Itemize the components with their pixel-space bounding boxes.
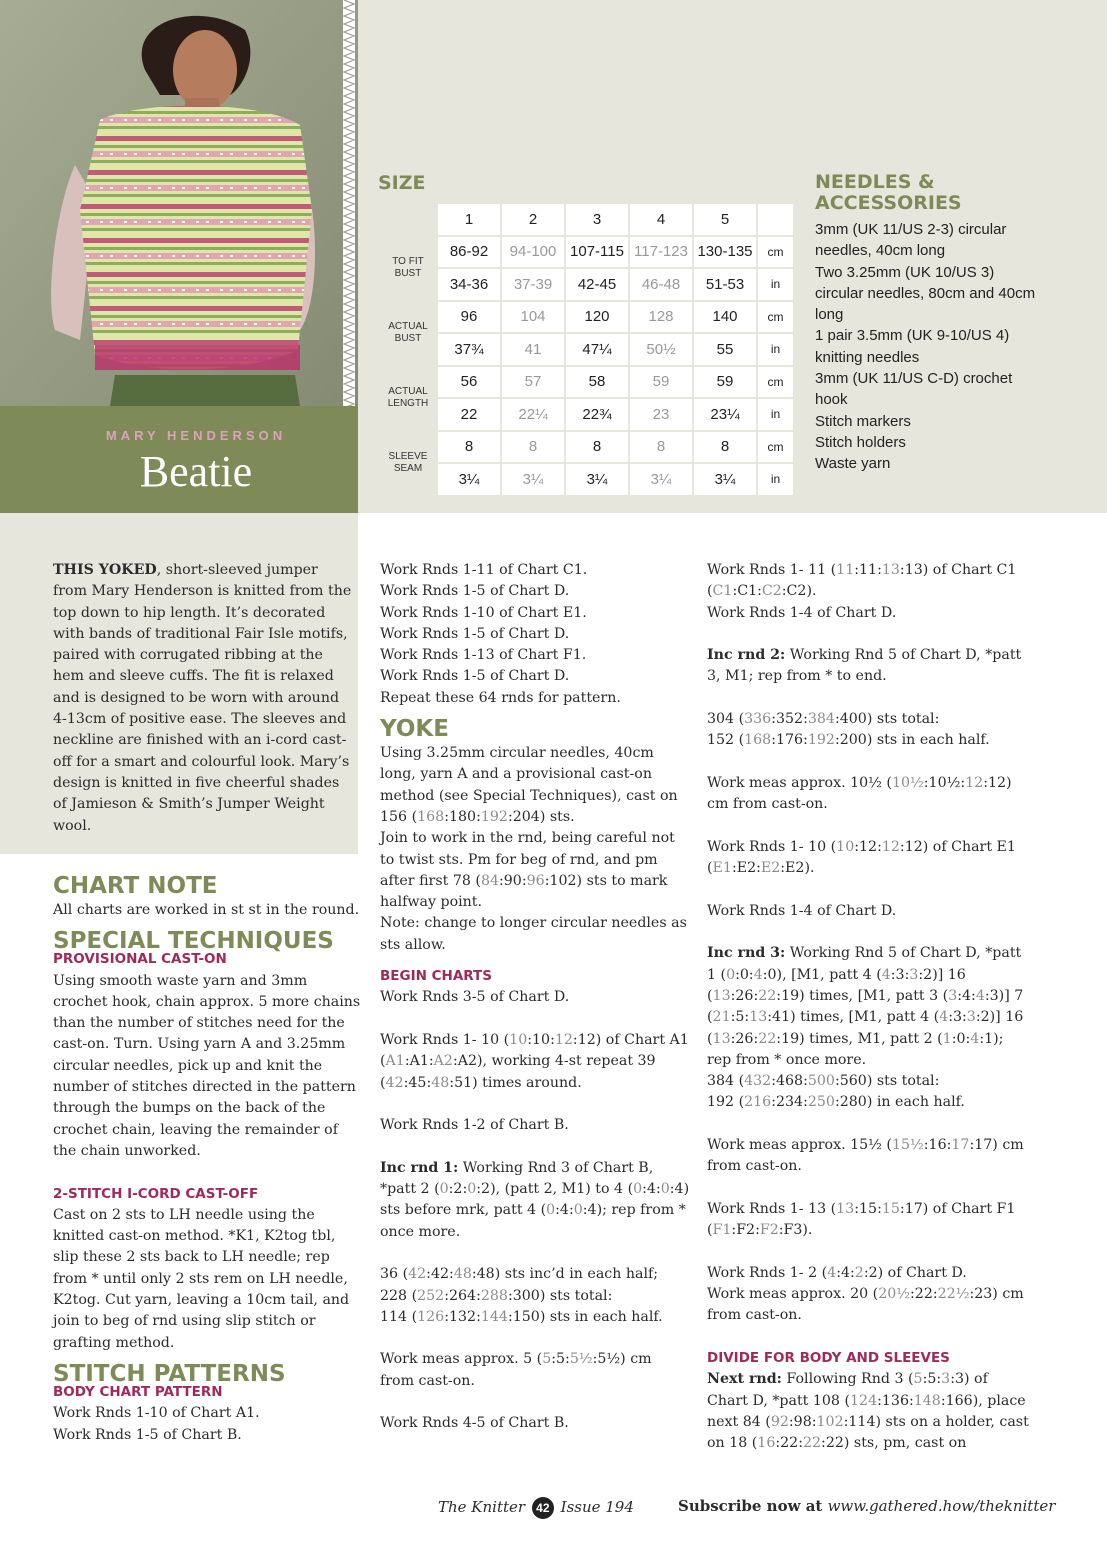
unit-cell: in: [758, 464, 793, 495]
model-photo: [0, 0, 358, 406]
table-cell: 56: [438, 367, 500, 398]
size-col: 4: [630, 204, 692, 235]
unit-cell: in: [758, 399, 793, 430]
row-label: TO FIT BUST: [392, 256, 424, 279]
table-cell: 41: [502, 334, 564, 365]
table-cell: 107-115: [566, 237, 628, 268]
table-cell: 42-45: [566, 269, 628, 300]
needles-list: [815, 219, 1045, 475]
list-item: Two 3.25mm (UK 10/US 3) circular needles, 80cm and 40cm long: [815, 263, 1036, 324]
list-item: 1 pair 3.5mm (UK 9-10/US 4) knitting needles: [815, 327, 1010, 366]
list-item: 3mm (UK 11/US 2-3) circular needles, 40cm long: [815, 221, 1007, 260]
table-cell: 3¼: [502, 464, 564, 495]
table-cell: 8: [502, 432, 564, 463]
provisional-heading: PROVISIONAL CAST-ON: [53, 951, 227, 968]
table-cell: 128: [630, 302, 692, 333]
page-number: 42: [532, 1497, 554, 1519]
table-cell: 59: [694, 367, 756, 398]
row-label: SLEEVE SEAM: [388, 451, 428, 474]
table-cell: 8: [694, 432, 756, 463]
row-label: ACTUAL BUST: [388, 321, 428, 344]
icord-heading: 2-STITCH I-CORD CAST-OFF: [53, 1185, 259, 1202]
table-cell: 104: [502, 302, 564, 333]
table-cell: 120: [566, 302, 628, 333]
subscribe-link[interactable]: Subscribe now at www.gathered.how/theknitter: [678, 1497, 1056, 1515]
intro-paragraph: THIS YOKED, short-sleeved jumper from Mary Henderson is knitted from the top down to hip length. It’s decorated with bands of traditional Fair Isle motifs, paired with corrugated ribbing at the hem and sleeve cuffs. The fit is relaxed and is designed to be worn with around 4-13cm of positive ease. The sleeves and neckline are finished with an i-cord cast-off for a smart and colourful look. Mary’s design is knitted in five cheerful shades of Jamieson & Smith’s Jumper Weight wool.: [53, 562, 352, 834]
table-cell: 140: [694, 302, 756, 333]
table-cell: 59: [630, 367, 692, 398]
row-label: ACTUAL LENGTH: [387, 386, 429, 409]
table-cell: 46-48: [630, 269, 692, 300]
table-cell: 3¼: [630, 464, 692, 495]
table-cell: 23¼: [694, 399, 756, 430]
chart-note-heading: CHART NOTE: [53, 873, 218, 899]
column-3: Work Rnds 1- 11 (11:11:13:13) of Chart C1 (C1:C1:C2:C2). Work Rnds 1-4 of Chart D. Inc rnd 2: Working Rnd 5 of Chart D, *patt 3, M1; rep from * to end. 304 (336:352:384:400) sts total: 152 (168:176:192:200) sts in each half. Work meas approx. 10½ (10½:10½:12:12) cm from cast-on. Work Rnds 1- 10 (10:12:12:12) of Chart E1 (E1:E2:E2:E2). Work Rnds 1-4 of Chart D. Inc rnd 3: Working Rnd 5 of Chart D, *patt 1 (0:0:4:0), [M1, patt 4 (4:3:3:2)] 16 (13:26:22:19) times, [M1, patt 3 (3:4:4:3)] 7 (21:5:13:41) times, [M1, patt 4 (4:3:3:2)] 16 (13:26:22:19) times, M1, patt 2 (1:0:4:1); rep from * once more. 384 (432:468:500:560) sts total: 192 (216:234:250:280) in each half. Work meas approx. 15½ (15½:16:17:17) cm from cast-on. Work Rnds 1- 13 (13:15:15:17) of Chart F1 (F1:F2:F2:F3). Work Rnds 1- 2 (4:4:2:2) of Chart D. Work meas approx. 20 (20½:22:22½:23) cm from cast-on. DIVIDE FOR BODY AND SLEEVES Next rnd: Following Rnd 3 (5:5:3:3) of Chart D, *patt 108 (124:136:148:166), place next 84 (92:98:102:114) sts on a holder, cast on 18 (16:22:22:22) sts, pm, cast on: [707, 560, 1032, 1454]
table-cell: 51-53: [694, 269, 756, 300]
table-cell: 96: [438, 302, 500, 333]
size-col: 5: [694, 204, 756, 235]
table-cell: 130-135: [694, 237, 756, 268]
table-cell: 23: [630, 399, 692, 430]
stitch-patterns-heading: STITCH PATTERNS: [53, 1360, 286, 1387]
unit-cell: cm: [758, 367, 793, 398]
table-cell: 86-92: [438, 237, 500, 268]
table-cell: 94-100: [502, 237, 564, 268]
list-item: 3mm (UK 11/US C-D) crochet hook: [815, 370, 1013, 409]
table-cell: 8: [630, 432, 692, 463]
table-cell: 37¾: [438, 334, 500, 365]
table-cell: 3¼: [566, 464, 628, 495]
list-item: Stitch markers: [815, 412, 911, 430]
table-cell: 37-39: [502, 269, 564, 300]
table-cell: 50½: [630, 334, 692, 365]
table-cell: 57: [502, 367, 564, 398]
divide-heading: DIVIDE FOR BODY AND SLEEVES: [707, 1349, 950, 1366]
size-header-row: [380, 204, 793, 235]
unit-cell: cm: [758, 302, 793, 333]
unit-cell: cm: [758, 432, 793, 463]
table-cell: 22¼: [502, 399, 564, 430]
column-2: Work Rnds 1-11 of Chart C1. Work Rnds 1-5 of Chart D. Work Rnds 1-10 of Chart E1. Work Rnds 1-5 of Chart D. Work Rnds 1-13 of Chart F1. Work Rnds 1-5 of Chart D. Repeat these 64 rnds for pattern. YOKE Using 3.25mm circular needles, 40cm long, yarn A and a provisional cast-on method (see Special Techniques), cast on 156 (168:180:192:204) sts. Join to work in the rnd, being careful not to twist sts. Pm for beg of rnd, and pm after first 78 (84:90:96:102) sts to mark halfway point. Note: change to longer circular needles as sts allow. BEGIN CHARTS Work Rnds 3-5 of Chart D. Work Rnds 1- 10 (10:10:12:12) of Chart A1 (A1:A1:A2:A2), working 4-st repeat 39 (42:45:48:51) times around. Work Rnds 1-2 of Chart B. Inc rnd 1: Working Rnd 3 of Chart B, *patt 2 (0:2:0:2), (patt 2, M1) to 4 (0:4:0:4) sts before mrk, patt 4 (0:4:0:4); rep from * once more. 36 (42:42:48:48) sts inc’d in each half; 228 (252:264:288:300) sts total: 114 (126:132:144:150) sts in each half. Work meas approx. 5 (5:5:5½:5½) cm from cast-on. Work Rnds 4-5 of Chart B.: [380, 562, 690, 1432]
column-1-lower: CHART NOTE All charts are worked in st st in the round. SPECIAL TECHNIQUES PROVISIONAL CAST-ON Using smooth waste yarn and 3mm crochet hook, chain approx. 5 more chains than the number of stitches need for the cast-on. Turn. Using yarn A and 3.25mm circular needles, pick up and knit the number of stitches directed in the pattern through the bumps on the back of the crochet chain, leaving the remainder of the chain unworked. 2-STITCH I-CORD CAST-OFF Cast on 2 sts to LH needle using the knitted cast-on method. *K1, K2tog tbl, slip these 2 sts back to LH needle; rep from * until only 2 sts rem on LH needle, K2tog. Cut yarn, leaving a 10cm tail, and join to beg of rnd using slip stitch or grafting method. STITCH PATTERNS BODY CHART PATTERN Work Rnds 1-10 of Chart A1. Work Rnds 1-5 of Chart B.: [53, 872, 363, 1446]
needles-heading: NEEDLES & ACCESSORIES: [815, 171, 962, 214]
unit-cell: in: [758, 334, 793, 365]
list-item: Waste yarn: [815, 455, 891, 473]
table-cell: 3¼: [694, 464, 756, 495]
unit-cell: cm: [758, 237, 793, 268]
table-cell: 8: [438, 432, 500, 463]
special-techniques-heading: SPECIAL TECHNIQUES: [53, 928, 334, 955]
body-chart-heading: BODY CHART PATTERN: [53, 1383, 223, 1400]
pattern-title: Beatie: [139, 447, 253, 496]
table-cell: 22: [438, 399, 500, 430]
size-col: 1: [438, 204, 500, 235]
list-item: Stitch holders: [815, 433, 906, 451]
table-cell: 22¾: [566, 399, 628, 430]
table-cell: 55: [694, 334, 756, 365]
unit-cell: in: [758, 269, 793, 300]
yoke-heading: YOKE: [380, 716, 449, 743]
begin-charts-heading: BEGIN CHARTS: [380, 968, 492, 985]
table-cell: 34-36: [438, 269, 500, 300]
size-col: 2: [502, 204, 564, 235]
table-cell: 8: [566, 432, 628, 463]
size-table: [378, 202, 795, 497]
table-cell: 3¼: [438, 464, 500, 495]
table-cell: 117-123: [630, 237, 692, 268]
magazine-issue: The Knitter 42 Issue 194: [438, 1497, 634, 1519]
designer-name: MARY HENDERSON: [105, 428, 287, 443]
size-col: 3: [566, 204, 628, 235]
table-cell: 58: [566, 367, 628, 398]
column-1: [53, 560, 353, 837]
size-heading: SIZE: [378, 172, 426, 194]
table-cell: 47¼: [566, 334, 628, 365]
